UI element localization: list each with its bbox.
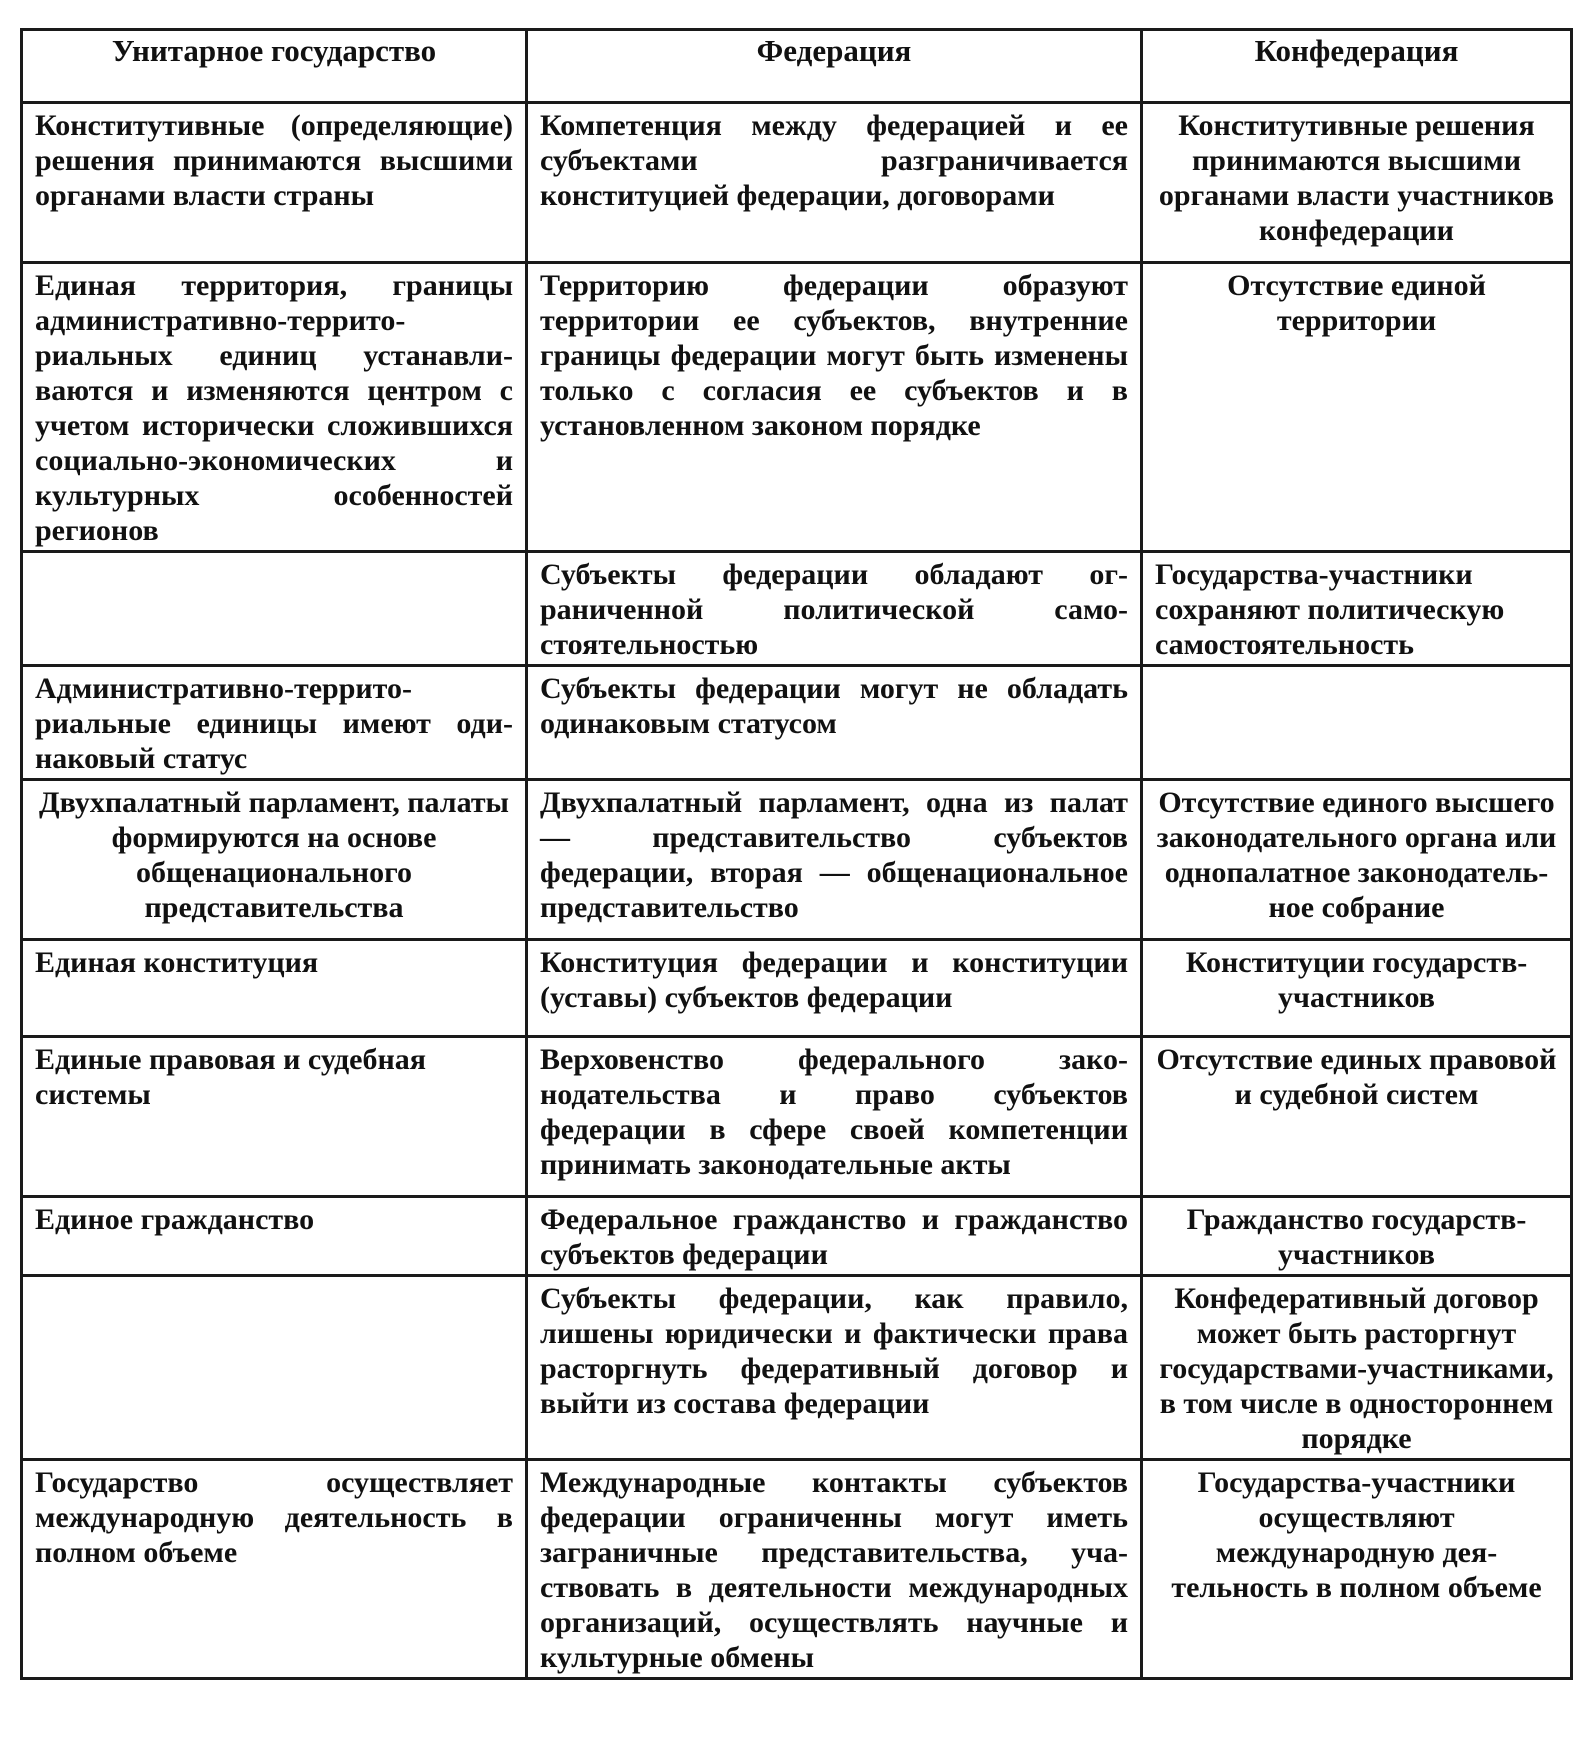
- cell-federation: Субъекты федерации, как правило, лишены юридически и фактически права расторгнуть федеративный договор и выйти из состава федерации: [527, 1276, 1142, 1460]
- header-confederation: Конфедерация: [1142, 30, 1572, 103]
- cell-confederation: [1142, 666, 1572, 780]
- cell-unitary: Единое гражданство: [22, 1197, 527, 1276]
- cell-unitary: Единые правовая и судебная системы: [22, 1037, 527, 1197]
- cell-unitary: Единая конституция: [22, 940, 527, 1037]
- cell-federation: Верховенство федерального законодательства и право субъектов федерации в сфере своей компетенции принимать законодательные акты: [527, 1037, 1142, 1197]
- cell-confederation: Конститутивные решения принимаются высшими органами власти участников конфедерации: [1142, 103, 1572, 263]
- table-row: [22, 1037, 1572, 1197]
- comparison-table-container: [20, 28, 1570, 1680]
- cell-federation: Двухпалатный парламент, одна из палат — представительство субъектов федерации, вторая — общенациональное представительство: [527, 780, 1142, 940]
- table-row: [22, 1197, 1572, 1276]
- cell-federation: Федеральное гражданство и гражданство субъектов федерации: [527, 1197, 1142, 1276]
- cell-unitary: [22, 552, 527, 666]
- cell-federation: Конституция федерации и конституции (уставы) субъектов федерации: [527, 940, 1142, 1037]
- cell-confederation: Отсутствие единого высшего законодательного органа или однопалатное законодательное собрание: [1142, 780, 1572, 940]
- cell-federation: Международные контакты субъектов федерации ограниченны могут иметь заграничные представительства, участвовать в деятельности международных организаций, осуществлять научные и культурные обмены: [527, 1460, 1142, 1679]
- cell-confederation: Отсутствие единой территории: [1142, 263, 1572, 552]
- header-unitary: Унитарное государство: [22, 30, 527, 103]
- table-row: [22, 103, 1572, 263]
- header-federation: Федерация: [527, 30, 1142, 103]
- cell-unitary: [22, 1276, 527, 1460]
- cell-federation: Субъекты федерации могут не обладать одинаковым статусом: [527, 666, 1142, 780]
- table-row: [22, 263, 1572, 552]
- comparison-table: [20, 28, 1573, 1680]
- cell-unitary: Двухпалатный парламент, палаты формируются на основе общенационального представительства: [22, 780, 527, 940]
- cell-federation: Компетенция между федерацией и ее субъектами разграничивается конституцией федерации, договорами: [527, 103, 1142, 263]
- table-row: [22, 780, 1572, 940]
- cell-confederation: Государства-участники сохраняют политическую самостоятельность: [1142, 552, 1572, 666]
- table-row: [22, 940, 1572, 1037]
- cell-unitary: Единая территория, границы административно-территориальных единиц устанавливаются и изменяются центром с учетом исторически сложившихся социально-экономических и культурных особенностей регионов: [22, 263, 527, 552]
- cell-unitary: Государство осуществляет международную деятельность в полном объеме: [22, 1460, 527, 1679]
- table-row: [22, 666, 1572, 780]
- cell-confederation: Отсутствие единых правовой и судебной систем: [1142, 1037, 1572, 1197]
- cell-federation: Субъекты федерации обладают ограниченной политической самостоятельностью: [527, 552, 1142, 666]
- cell-confederation: Государства-участники осуществляют международную деятельность в полном объеме: [1142, 1460, 1572, 1679]
- table-row: [22, 552, 1572, 666]
- cell-confederation: Конституции государств-участников: [1142, 940, 1572, 1037]
- cell-federation: Территорию федерации образуют территории ее субъектов, внутренние границы федерации могут быть изменены только с согласия ее субъектов и в установленном законом порядке: [527, 263, 1142, 552]
- header-row: [22, 30, 1572, 103]
- table-row: [22, 1460, 1572, 1679]
- cell-unitary: Административно-территориальные единицы имеют одинаковый статус: [22, 666, 527, 780]
- table-row: [22, 1276, 1572, 1460]
- cell-unitary: Конститутивные (определяющие) решения принимаются высшими органами власти страны: [22, 103, 527, 263]
- cell-confederation: Конфедеративный договор может быть расторгнут государствами-участниками, в том числе в одностороннем порядке: [1142, 1276, 1572, 1460]
- cell-confederation: Гражданство государств-участников: [1142, 1197, 1572, 1276]
